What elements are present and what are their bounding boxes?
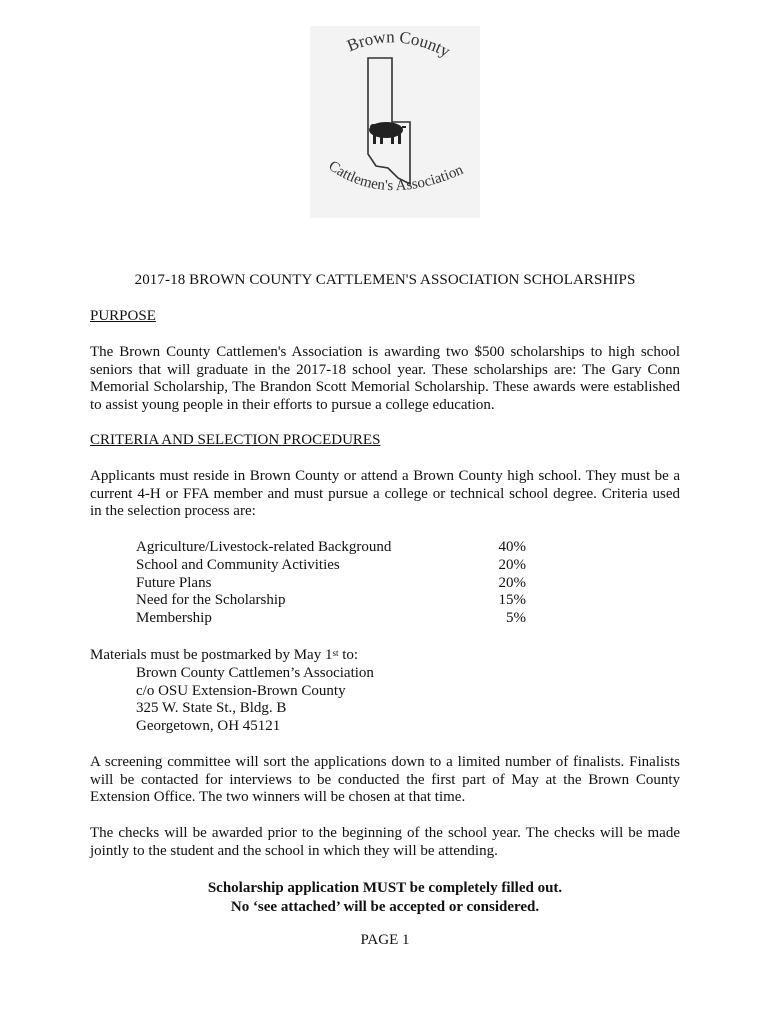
notice-line: No ‘see attached’ will be accepted or considered. <box>230 899 540 915</box>
materials-intro: Materials must be postmarked by May 1st to: <box>90 647 359 663</box>
criteria-item <box>136 610 526 628</box>
criteria-weight: 40% <box>498 539 526 555</box>
logo-top-text: Brown County <box>344 27 454 61</box>
criteria-list <box>136 539 526 628</box>
materials-block <box>90 647 374 736</box>
checks-line: The checks will be awarded prior to the beginning of the school year. The checks will be made <box>90 825 680 841</box>
criteria-weight: 20% <box>498 556 526 573</box>
criteria-item <box>136 557 526 575</box>
criteria-heading: CRITERIA AND SELECTION PROCEDURES <box>90 432 381 448</box>
criteria-label: Need for the Scholarship <box>136 592 286 609</box>
application-notice <box>0 879 770 917</box>
criteria-label: Agriculture/Livestock-related Background <box>136 539 392 555</box>
criteria-line: in the selection process are: <box>90 503 256 520</box>
svg-text:Brown County <box>344 27 453 61</box>
purpose-line: seniors that will graduate in the 2017-18 school year. These scholarships are: The Gary Conn <box>90 361 680 378</box>
purpose-line: to assist young people in their efforts to pursue a college education. <box>90 396 495 413</box>
screening-line: A screening committee will sort the applications down to a limited number of finalists. Finalists <box>90 754 680 770</box>
criteria-line: current 4-H or FFA member and must pursue a college or technical school degree. Criteria used <box>90 485 680 502</box>
address-line: 325 W. State St., Bldg. B <box>136 700 287 717</box>
criteria-label: Membership <box>136 610 212 627</box>
address-line: c/o OSU Extension-Brown County <box>136 682 346 699</box>
purpose-line: The Brown County Cattlemen's Association is awarding two $500 scholarships to high school <box>90 344 680 360</box>
criteria-label: School and Community Activities <box>136 556 340 573</box>
criteria-item <box>136 575 526 593</box>
criteria-label: Future Plans <box>136 574 212 591</box>
criteria-item <box>136 592 526 610</box>
purpose-heading: PURPOSE <box>90 308 156 324</box>
address-line: Georgetown, OH 45121 <box>136 718 281 735</box>
screening-line: Extension Office. The two winners will be chosen at that time. <box>90 789 466 806</box>
screening-paragraph <box>90 754 680 807</box>
document-title: 2017-18 BROWN COUNTY CATTLEMEN'S ASSOCIATION SCHOLARSHIPS <box>134 272 636 288</box>
criteria-weight: 15% <box>498 592 526 609</box>
criteria-line: Applicants must reside in Brown County or attend a Brown County high school. They must be a <box>90 468 680 484</box>
address-line: Brown County Cattlemen’s Association <box>136 664 374 681</box>
criteria-weight: 20% <box>498 574 526 591</box>
screening-line: will be contacted for interviews to be conducted the first part of May at the Brown County <box>90 771 680 788</box>
checks-paragraph <box>90 825 680 860</box>
checks-line: jointly to the student and the school in which they will be attending. <box>90 842 498 859</box>
criteria-item <box>136 539 526 557</box>
notice-line: Scholarship application MUST be completely filled out. <box>207 880 563 896</box>
criteria-weight: 5% <box>506 610 526 627</box>
logo-bottom-text: Cattlemen's Association <box>325 158 466 195</box>
criteria-paragraph <box>90 468 680 521</box>
purpose-line: Memorial Scholarship, The Brandon Scott Memorial Scholarship. These awards were established <box>90 379 680 396</box>
page-number: PAGE 1 <box>360 932 410 948</box>
purpose-paragraph <box>90 344 680 414</box>
association-logo <box>310 26 480 218</box>
cow-map-icon <box>310 26 480 218</box>
